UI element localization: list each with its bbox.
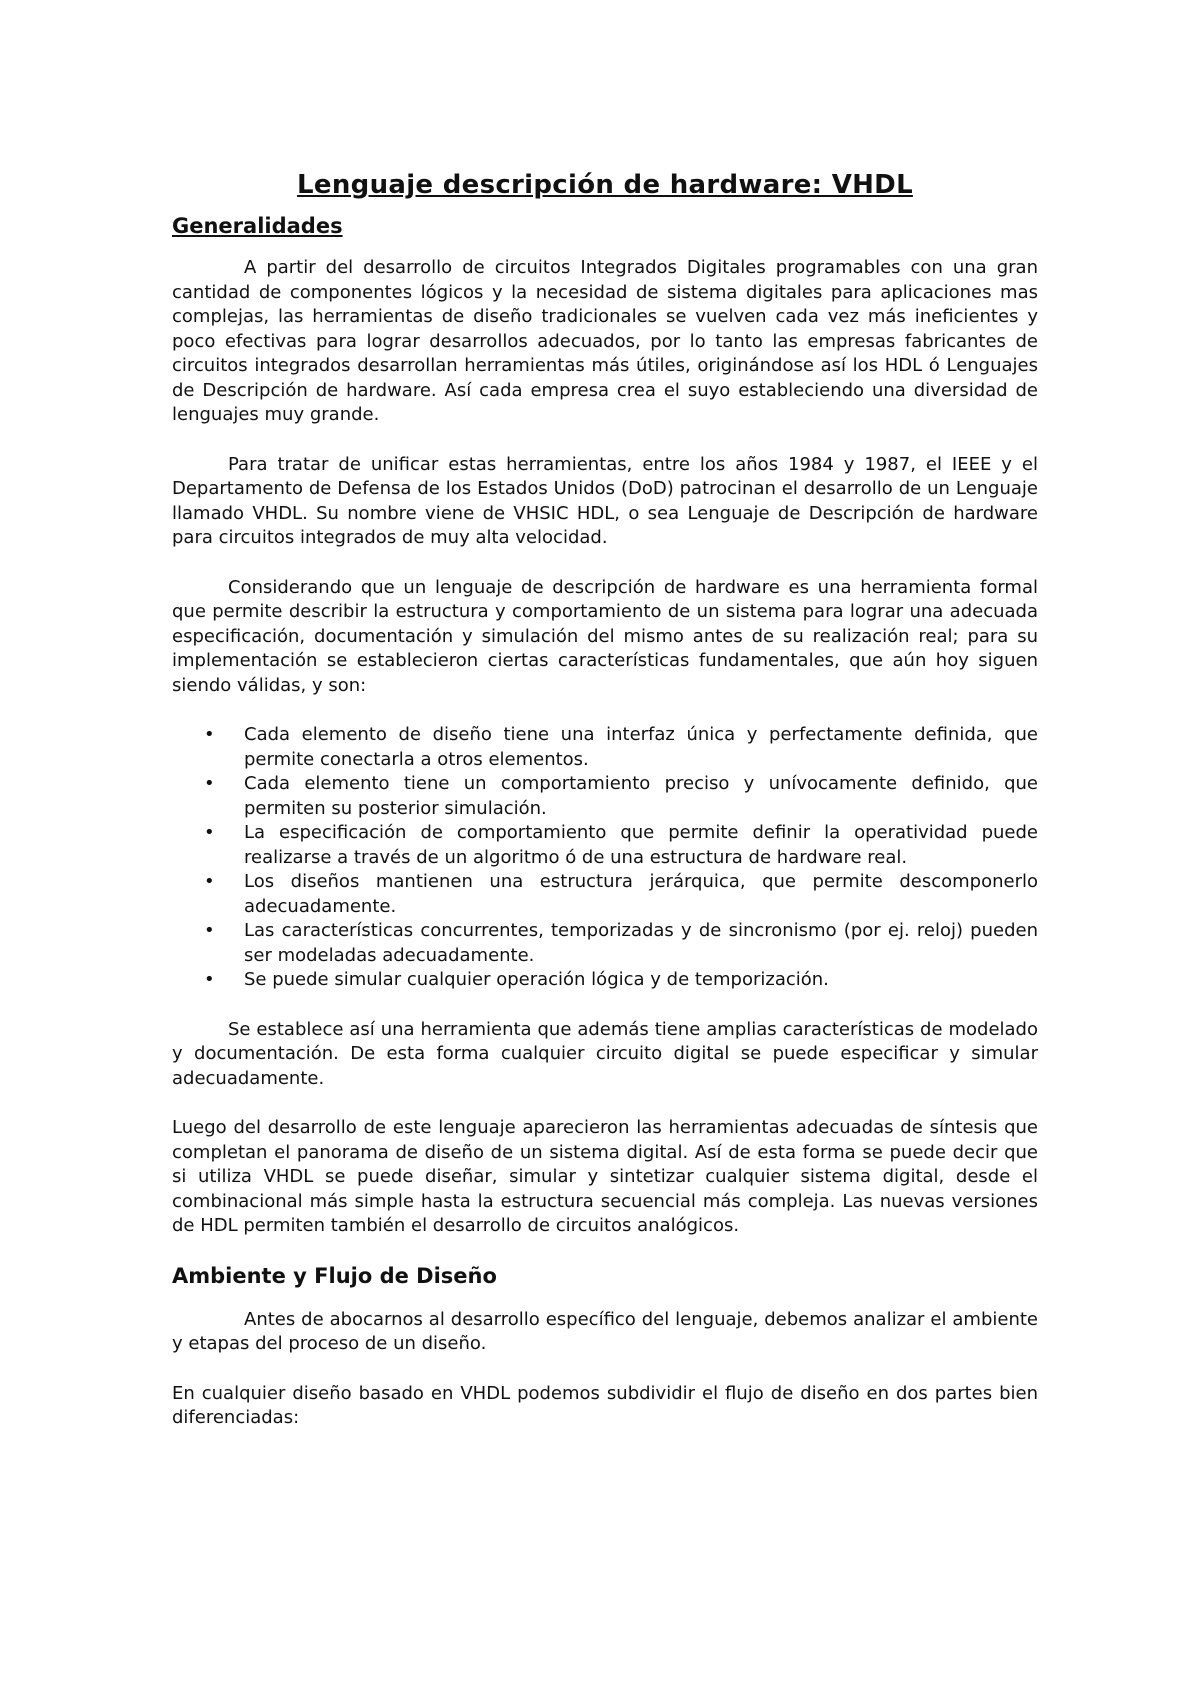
bullet-icon: •: [204, 724, 215, 745]
paragraph: Antes de abocarnos al desarrollo específico del lenguaje, debemos analizar el ambiente y etapas del proceso de un diseño.: [172, 1308, 1038, 1354]
list-item-text: Se puede simular cualquier operación lógica y de temporización.: [244, 969, 829, 990]
list-item-text: La especificación de comportamiento que permite definir la operatividad puede realizarse a través de un algoritmo ó de una estructura de hardware real.: [244, 822, 1038, 868]
section-heading-generalidades: Generalidades: [172, 214, 343, 238]
features-list: [172, 723, 1038, 993]
paragraph: Se establece así una herramienta que además tiene amplias características de modelado y documentación. De esta forma cualquier circuito digital se puede especificar y simular adecuadamente.: [172, 1018, 1038, 1089]
paragraph: En cualquier diseño basado en VHDL podemos subdividir el flujo de diseño en dos partes bien diferenciadas:: [172, 1382, 1038, 1428]
list-item-text: Cada elemento de diseño tiene una interfaz única y perfectamente definida, que permite conectarla a otros elementos.: [244, 724, 1038, 770]
paragraph: Para tratar de unificar estas herramientas, entre los años 1984 y 1987, el IEEE y el Departamento de Defensa de los Estados Unidos (DoD) patrocinan el desarrollo de un Lenguaje llamado VHDL. Su nombre viene de VHSIC HDL, o sea Lenguaje de Descripción de hardware para circuitos integrados de muy alta velocidad.: [172, 453, 1038, 548]
list-item: [204, 919, 1038, 968]
list-item-text: Cada elemento tiene un comportamiento preciso y unívocamente definido, que permiten su posterior simulación.: [244, 773, 1038, 819]
bullet-icon: •: [204, 920, 215, 941]
paragraph: Luego del desarrollo de este lenguaje aparecieron las herramientas adecuadas de síntesis que completan el panorama de diseño de un sistema digital. Así de esta forma se puede decir que si utiliza VHDL se puede diseñar, simular y sintetizar cualquier sistema digital, desde el combinacional más simple hasta la estructura secuencial más compleja. Las nuevas versiones de HDL permiten también el desarrollo de circuitos analógicos.: [172, 1117, 1038, 1236]
paragraph: A partir del desarrollo de circuitos Integrados Digitales programables con una gran cantidad de componentes lógicos y la necesidad de sistema digitales para aplicaciones mas complejas, las herramientas de diseño tradicionales se vuelven cada vez más ineficientes y poco efectivas para lograr desarrollos adecuados, por lo tanto las empresas fabricantes de circuitos integrados desarrollan herramientas más útiles, originándose así los HDL ó Lenguajes de Descripción de hardware. Así cada empresa crea el suyo estableciendo una diversidad de lenguajes muy grande.: [172, 257, 1038, 425]
list-item: [204, 821, 1038, 870]
bullet-icon: •: [204, 969, 215, 990]
paragraph: Considerando que un lenguaje de descripción de hardware es una herramienta formal que permite describir la estructura y comportamiento de un sistema para lograr una adecuada especificación, documentación y simulación del mismo antes de su realización real; para su implementación se establecieron ciertas características fundamentales, que aún hoy siguen siendo válidas, y son:: [172, 576, 1038, 696]
document-title: Lenguaje descripción de hardware: VHDL: [297, 170, 913, 200]
list-item: [204, 870, 1038, 919]
list-item: [204, 968, 1038, 993]
bullet-icon: •: [204, 773, 215, 794]
list-item: [204, 772, 1038, 821]
bullet-icon: •: [204, 822, 215, 843]
section-heading-ambiente: Ambiente y Flujo de Diseño: [172, 1263, 497, 1288]
list-item-text: Los diseños mantienen una estructura jerárquica, que permite descomponerlo adecuadamente.: [244, 871, 1038, 917]
list-item-text: Las características concurrentes, temporizadas y de sincronismo (por ej. reloj) pueden ser modeladas adecuadamente.: [244, 920, 1038, 966]
bullet-icon: •: [204, 871, 215, 892]
list-item: [204, 723, 1038, 772]
